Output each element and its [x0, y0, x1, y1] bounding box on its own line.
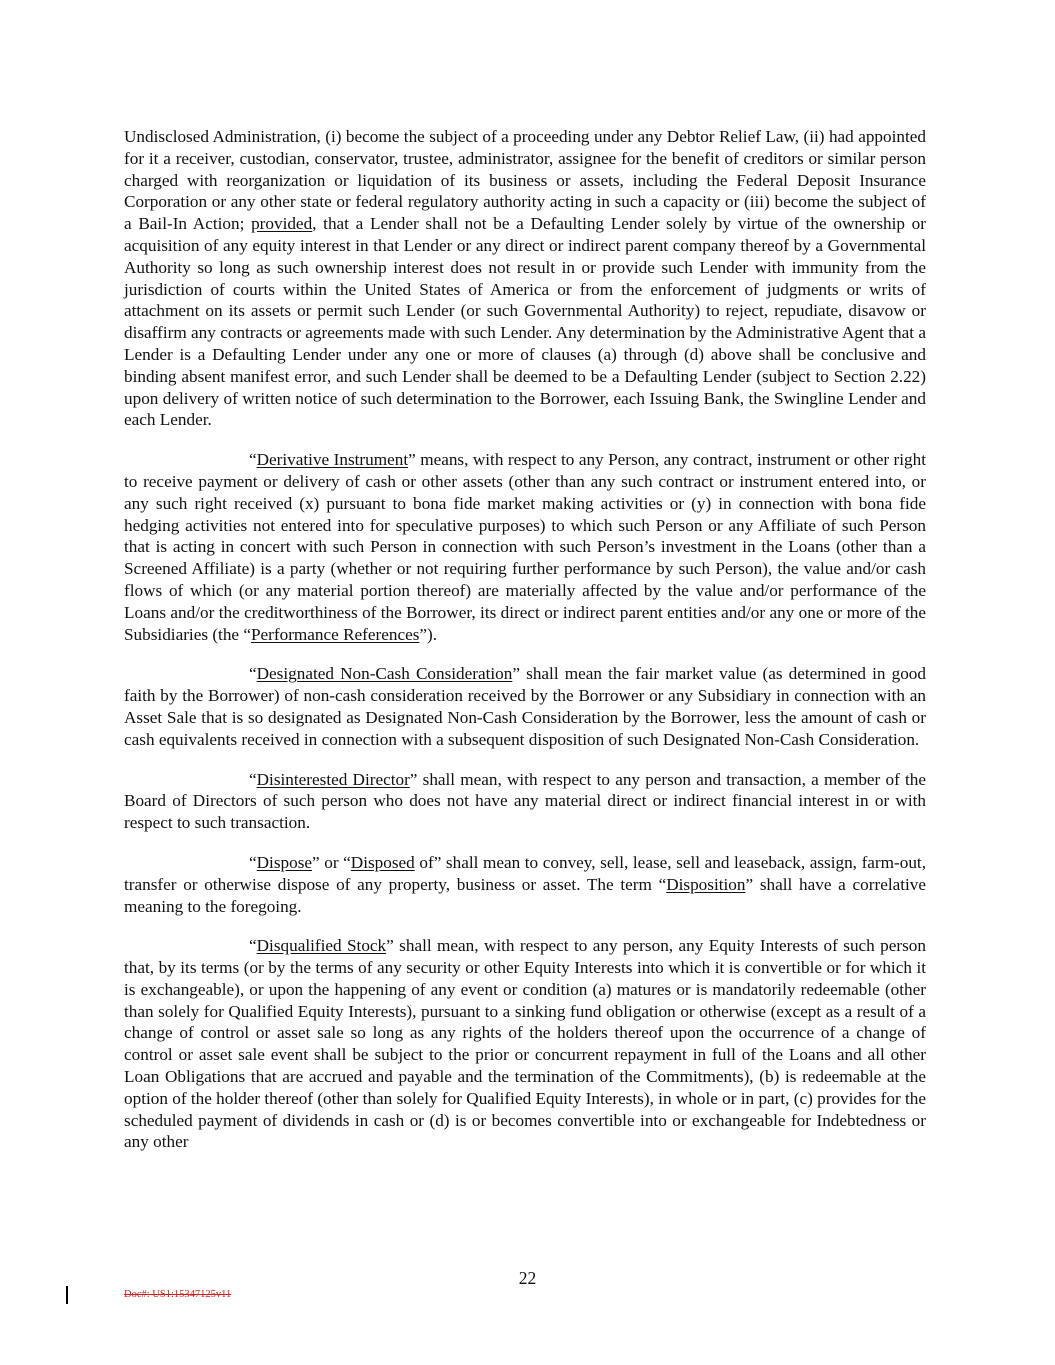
defined-term-disposition: Disposition	[666, 874, 746, 894]
defined-term-provided: provided	[251, 214, 313, 234]
paragraph-designated-non-cash-consideration: “Designated Non-Cash Consideration” shall mean the fair market value (as determined in good faith by the Borrower) of non-cash consideration received by the Borrower or any Subsidiary in connection with an Asset Sale that is so designated as Designated Non-Cash Consideration by the Borrower, less the amount of cash or cash equivalents received in connection with a subsequent disposition of such Designated Non-Cash Consideration.	[124, 664, 926, 749]
document-body	[124, 126, 926, 1171]
defined-term-disinterested-director: Disinterested Director	[256, 769, 410, 789]
defined-term-disposed: Disposed	[350, 852, 415, 872]
defined-term-dispose: Dispose	[256, 852, 313, 872]
defined-term-derivative-instrument: Derivative Instrument	[256, 450, 409, 470]
defined-term-performance-references: Performance References	[250, 624, 420, 644]
paragraph-disinterested-director: “Disinterested Director” shall mean, with respect to any person and transaction, a member of the Board of Directors of such person who does not have any material direct or indirect financial interest in or with respect to such transaction.	[124, 769, 926, 833]
paragraph-dispose: “Dispose” or “Disposed of” shall mean to convey, sell, lease, sell and leaseback, assign, farm-out, transfer or otherwise dispose of any property, business or asset. The term “Disposition” shall have a correlative meaning to the foregoing.	[124, 852, 926, 916]
defined-term-disqualified-stock: Disqualified Stock	[256, 936, 387, 956]
defined-term-designated-non-cash-consideration: Designated Non-Cash Consideration	[256, 664, 513, 684]
revision-change-bar	[66, 1286, 68, 1304]
paragraph-disqualified-stock: “Disqualified Stock” shall mean, with respect to any person, any Equity Interests of such person that, by its terms (or by the terms of any security or other Equity Interests into which it is convertible or for which it is exchangeable), or upon the happening of any event or condition (a) matures or is mandatorily redeemable (other than solely for Qualified Equity Interests), pursuant to a sinking fund obligation or otherwise (except as a result of a change of control or asset sale so long as any rights of the holders thereof upon the occurrence of a change of control or asset sale event shall be subject to the prior or concurrent repayment in full of the Loans and all other Loan Obligations that are accrued and payable and the termination of the Commitments), (b) is redeemable at the option of the holder thereof (other than solely for Qualified Equity Interests), in whole or in part, (c) provides for the scheduled payment of dividends in cash or (d) is or becomes convertible into or exchangeable for Indebtedness or any other	[124, 936, 926, 1152]
paragraph-derivative-instrument: “Derivative Instrument” means, with respect to any Person, any contract, instrument or other right to receive payment or delivery of cash or other assets (other than any such contract or instrument entered into, or any such right received (x) pursuant to bona fide market making activities or (y) in connection with bona fide hedging activities not entered into for speculative purposes) to which such Person or any Affiliate of such Person that is acting in concert with such Person in connection with such Person’s investment in the Loans (other than a Screened Affiliate) is a party (whether or not requiring further performance by such Person), the value and/or cash flows of which (or any material portion thereof) are materially affected by the value and/or performance of the Loans and/or the creditworthiness of the Borrower, its direct or indirect parent entities and/or any one or more of the Subsidiaries (the “Performance References”).	[124, 450, 926, 644]
page-number: 22	[518, 1268, 537, 1288]
document-id: Doc#: US1:15347125v11	[124, 1289, 232, 1300]
paragraph-defaulting-lender-continued: Undisclosed Administration, (i) become the subject of a proceeding under any Debtor Relief Law, (ii) had appointed for it a receiver, custodian, conservator, trustee, administrator, assignee for the benefit of creditors or similar person charged with reorganization or liquidation of its business or assets, including the Federal Deposit Insurance Corporation or any other state or federal regulatory authority acting in such a capacity or (iii) become the subject of a Bail-In Action; provided, that a Lender shall not be a Defaulting Lender solely by virtue of the ownership or acquisition of any equity interest in that Lender or any direct or indirect parent company thereof by a Governmental Authority so long as such ownership interest does not result in or provide such Lender with immunity from the jurisdiction of courts within the United States of America or from the enforcement of judgments or writs of attachment on its assets or permit such Lender (or such Governmental Authority) to reject, repudiate, disavow or disaffirm any contracts or agreements made with such Lender. Any determination by the Administrative Agent that a Lender is a Defaulting Lender under any one or more of clauses (a) through (d) above shall be conclusive and binding absent manifest error, and such Lender shall be deemed to be a Defaulting Lender (subject to Section 2.22) upon delivery of written notice of such determination to the Borrower, each Issuing Bank, the Swingline Lender and each Lender.	[124, 127, 926, 430]
